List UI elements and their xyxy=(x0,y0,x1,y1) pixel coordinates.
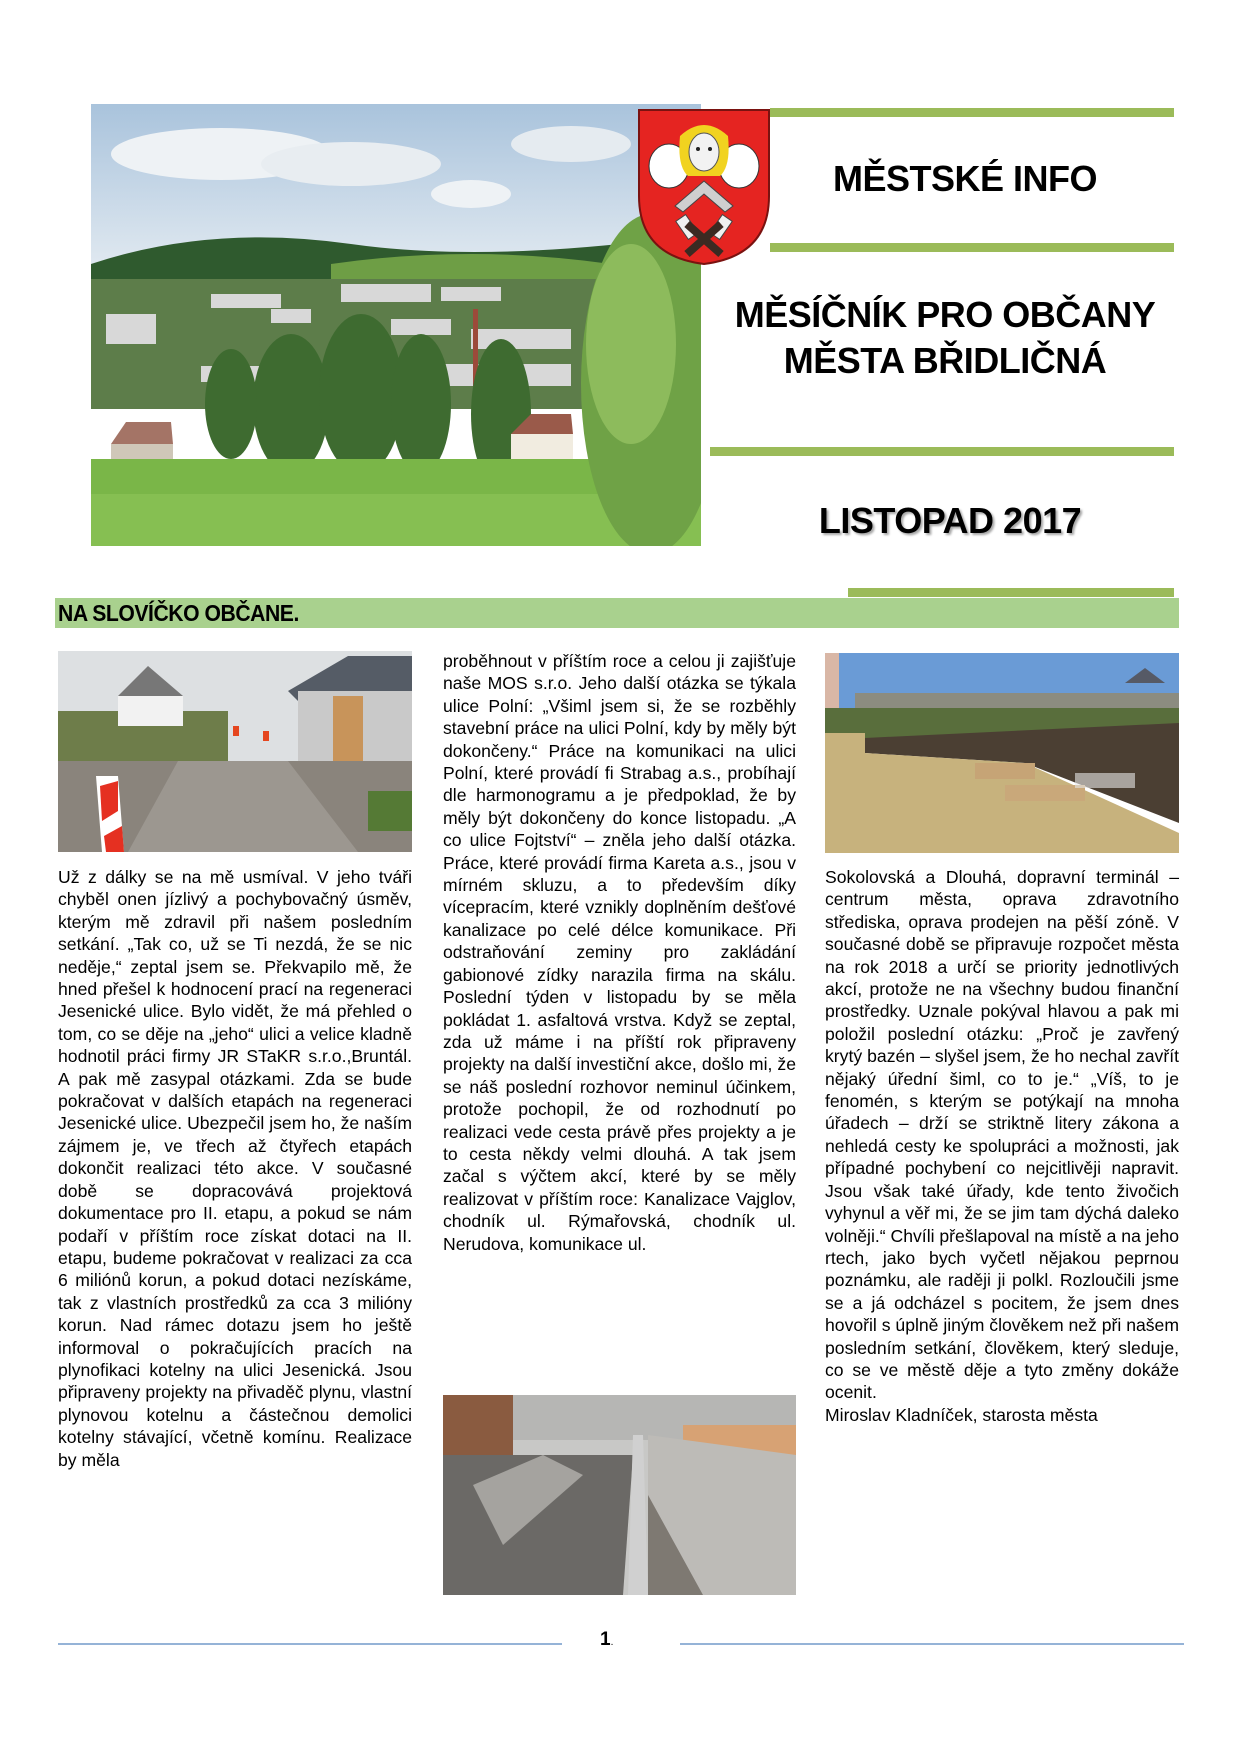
publication-subtitle xyxy=(720,292,1170,384)
page-number-suffix: . xyxy=(610,1637,614,1648)
subtitle-line-1: MĚSÍČNÍK PRO OBČANY xyxy=(734,294,1156,335)
article-text: Už z dálky se na mě usmíval. V jeho tváři chyběl onen jízlivý a pochybovačný úsměv, kterým mě zdravil při našem posledním setkání. „Tak co, už se Ti nezdá, že se nic neděje,“ zeptal jsem se. Překvapilo mě, že hned přešel k hodnocení prací na regeneraci Jesenické ulice. Bylo vidět, že má přehled o tom, co se děje na „jeho“ ulici a velice kladně hodnotil práci firmy JR STaKR s.r.o.,Bruntál. A pak mě zasypal otázkami. Zda se bude pokračovat v dalších etapách na regeneraci Jesenické ulice. Ubezpečil jsem ho, že naším zájmem je, ve třech až čtyřech etapách dokončit realizaci této akce. V současné době se dopracovává projektová dokumentace pro II. etapu, a pokud se nám podaří v příštím roce získat dotaci na II. etapu, budeme pokračovat v realizaci za cca 6 miliónů korun, a pokud dotaci nezískáme, tak z vlastních prostředků za cca 3 milióny korun. Nad rámec dotazu jsem ho ještě informoval o pokračujících pracích na plynofikaci kotelny na ulici Jesenická. Jsou připraveny projekty na přivaděč plynu, vlastní plynovou kotelnu a částečnou demolici kotelny stávající, včetně komínu. Realizace by měla xyxy=(58,867,412,1470)
town-panorama-photo xyxy=(91,104,701,546)
article-column-1 xyxy=(58,866,412,1471)
header-divider-1 xyxy=(770,108,1174,117)
town-coat-of-arms-icon xyxy=(635,106,773,266)
header-divider-3 xyxy=(710,447,1174,456)
article-column-2 xyxy=(443,650,796,1255)
publication-title: MĚSTSKÉ INFO xyxy=(832,158,1098,199)
issue-date: LISTOPAD 2017 xyxy=(818,500,1082,541)
paved-square-town-center-photo xyxy=(825,653,1179,853)
footer-divider-left xyxy=(58,1643,562,1645)
article-text: proběhnout v příštím roce a celou ji zajišťuje naše MOS s.r.o. Jeho další otázka se týkala ulice Polní: „Všiml jsem si, že se rozběhly stavební práce na ulici Polní, kdy by měly být dokončeny.“ Práce na komunikaci na ulici Polní, které provádí fi Strabag a.s., probíhají dle harmonogramu a je předpoklad, že by měly být dokončeny do konce listopadu. „A co ulice Fojtství“ – zněla jeho další otázka. Práce, které provádí firma Kareta a.s., jsou v mírném skluzu, a to především díky vícepracím, které vznikly doplněním dešťové kanalizace po celé délce komunikace. Při odstraňování zeminy pro zakládání gabionové zídky narazila firma na skálu. Poslední týden v listopadu by se měla pokládat 1. asfaltová vrstva. Když se zeptal, zda už máme i na příští rok připraveny projekty na další investiční akce, došlo mi, že se náš poslední rozhovor neminul účinkem, protože pochopil, že od rozhodnutí po realizaci vede cesta právě přes projekty a je to cesta někdy velmi dlouhá. A tak jsem začal s výčtem akcí, které by se měly realizovat v příštím roce: Kanalizace Vajglov, chodník ul. Rýmařovská, chodník ul. Nerudova, komunikace ul. xyxy=(443,651,796,1254)
road-construction-jesenicka-photo xyxy=(58,651,412,852)
header-divider-2 xyxy=(770,243,1174,252)
header-divider-4 xyxy=(848,588,1174,597)
subtitle-line-2: MĚSTA BŘIDLIČNÁ xyxy=(783,340,1107,381)
page-number-value: 1 xyxy=(600,1629,611,1650)
section-title: NA SLOVÍČKO OBČANE. xyxy=(58,600,299,626)
footer-divider-right xyxy=(680,1643,1184,1645)
road-drainage-works-photo xyxy=(443,1395,796,1595)
article-text: Sokolovská a Dlouhá, dopravní terminál – centrum města, oprava zdravotního střediska, oprava prodejen na pěší zóně. V současné době se připravuje rozpočet města na rok 2018 a určí se priority jednotlivých akcí, protože ne na všechny budou finanční prostředky. Uznale pokýval hlavou a pak mi položil poslední otázku: „Proč je zavřený krytý bazén – slyšel jsem, že ho nechal zavřít nějaký úřední šiml, co to je.“ „Víš, to je fenomén, s kterým se potýkají na mnoha úřadech – drží se striktně litery zákona a nehledá cesty ke spolupráci a možnosti, jak případné pochybení co nejcitlivěji napravit. Jsou však také úřady, kde tento živočich vyhynul a věř mi, že se jim tam dýchá daleko volněji.“ Chvíli přešlapoval na místě a na jeho rtech, jako bych vyčetl nějakou peprnou poznámku, ale raději ji polkl. Rozloučili jsme se a já odcházel s pocitem, že jsem dnes hovořil s úplně jiným člověkem než při našem posledním setkání, člověkem, který sleduje, co se ve městě děje a tyto změny dokáže ocenit. xyxy=(825,867,1180,1403)
page-number xyxy=(600,1629,613,1651)
author-signature: Miroslav Kladníček, starosta města xyxy=(825,1404,1098,1425)
article-column-3 xyxy=(825,866,1179,1426)
